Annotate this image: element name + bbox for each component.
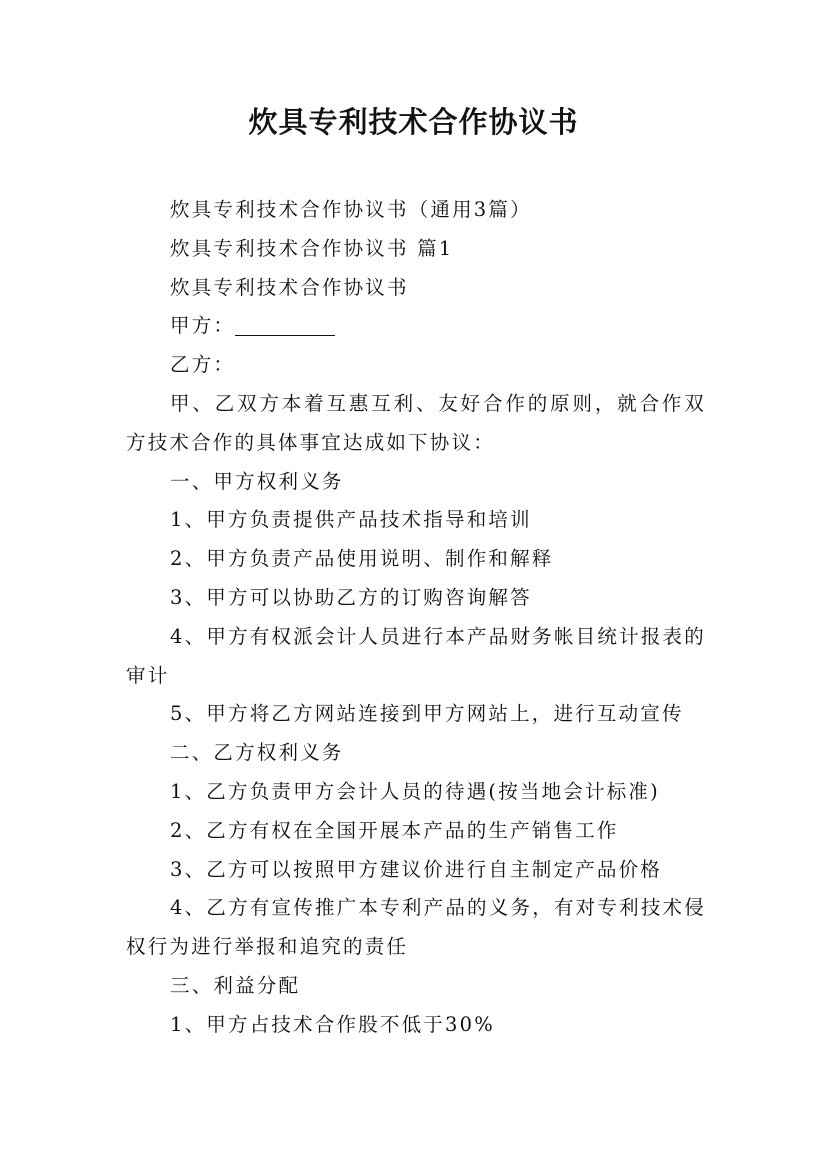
document-body xyxy=(126,191,706,1045)
paragraph-heading-party-b-rights: 二、乙方权利义务 xyxy=(170,741,344,765)
paragraph-b-item-3: 3、乙方可以按照甲方建议价进行自主制定产品价格 xyxy=(170,857,663,881)
paragraph-heading-profit: 三、利益分配 xyxy=(170,973,301,997)
paragraph-section-heading: 炊具专利技术合作协议书 篇1 xyxy=(170,236,454,260)
paragraph-a-item-2: 2、甲方负责产品使用说明、制作和解释 xyxy=(170,547,554,571)
party-a-label: 甲方： xyxy=(170,314,236,338)
paragraph-b-item-4: 4、乙方有宣传推广本专利产品的义务，有对专利技术侵权行为进行举报和追究的责任 xyxy=(126,896,706,959)
paragraph-subtitle: 炊具专利技术合作协议书（通用3篇） xyxy=(170,198,532,221)
paragraph-a-item-4: 4、甲方有权派会计人员进行本产品财务帐目统计报表的审计 xyxy=(126,624,706,687)
paragraph-party-b: 乙方： xyxy=(170,353,236,377)
paragraph-intro: 甲、乙双方本着互惠互利、友好合作的原则，就合作双方技术合作的具体事宜达成如下协议： xyxy=(126,391,706,454)
document-title: 炊具专利技术合作协议书 xyxy=(248,105,579,139)
paragraph-a-item-3: 3、甲方可以协助乙方的订购咨询解答 xyxy=(170,585,532,609)
paragraph-party-a xyxy=(126,307,706,346)
paragraph-a-item-1: 1、甲方负责提供产品技术指导和培训 xyxy=(170,508,532,532)
paragraph-heading-party-a-rights: 一、甲方权利义务 xyxy=(170,469,344,493)
paragraph-b-item-2: 2、乙方有权在全国开展本产品的生产销售工作 xyxy=(170,818,619,842)
party-a-blank-line xyxy=(235,313,335,336)
paragraph-agreement-name: 炊具专利技术合作协议书 xyxy=(170,275,409,299)
paragraph-b-item-1: 1、乙方负责甲方会计人员的待遇(按当地会计标准) xyxy=(170,779,660,803)
paragraph-a-item-5: 5、甲方将乙方网站连接到甲方网站上，进行互动宣传 xyxy=(170,702,684,726)
paragraph-profit-item-1: 1、甲方占技术合作股不低于30% xyxy=(170,1012,495,1036)
